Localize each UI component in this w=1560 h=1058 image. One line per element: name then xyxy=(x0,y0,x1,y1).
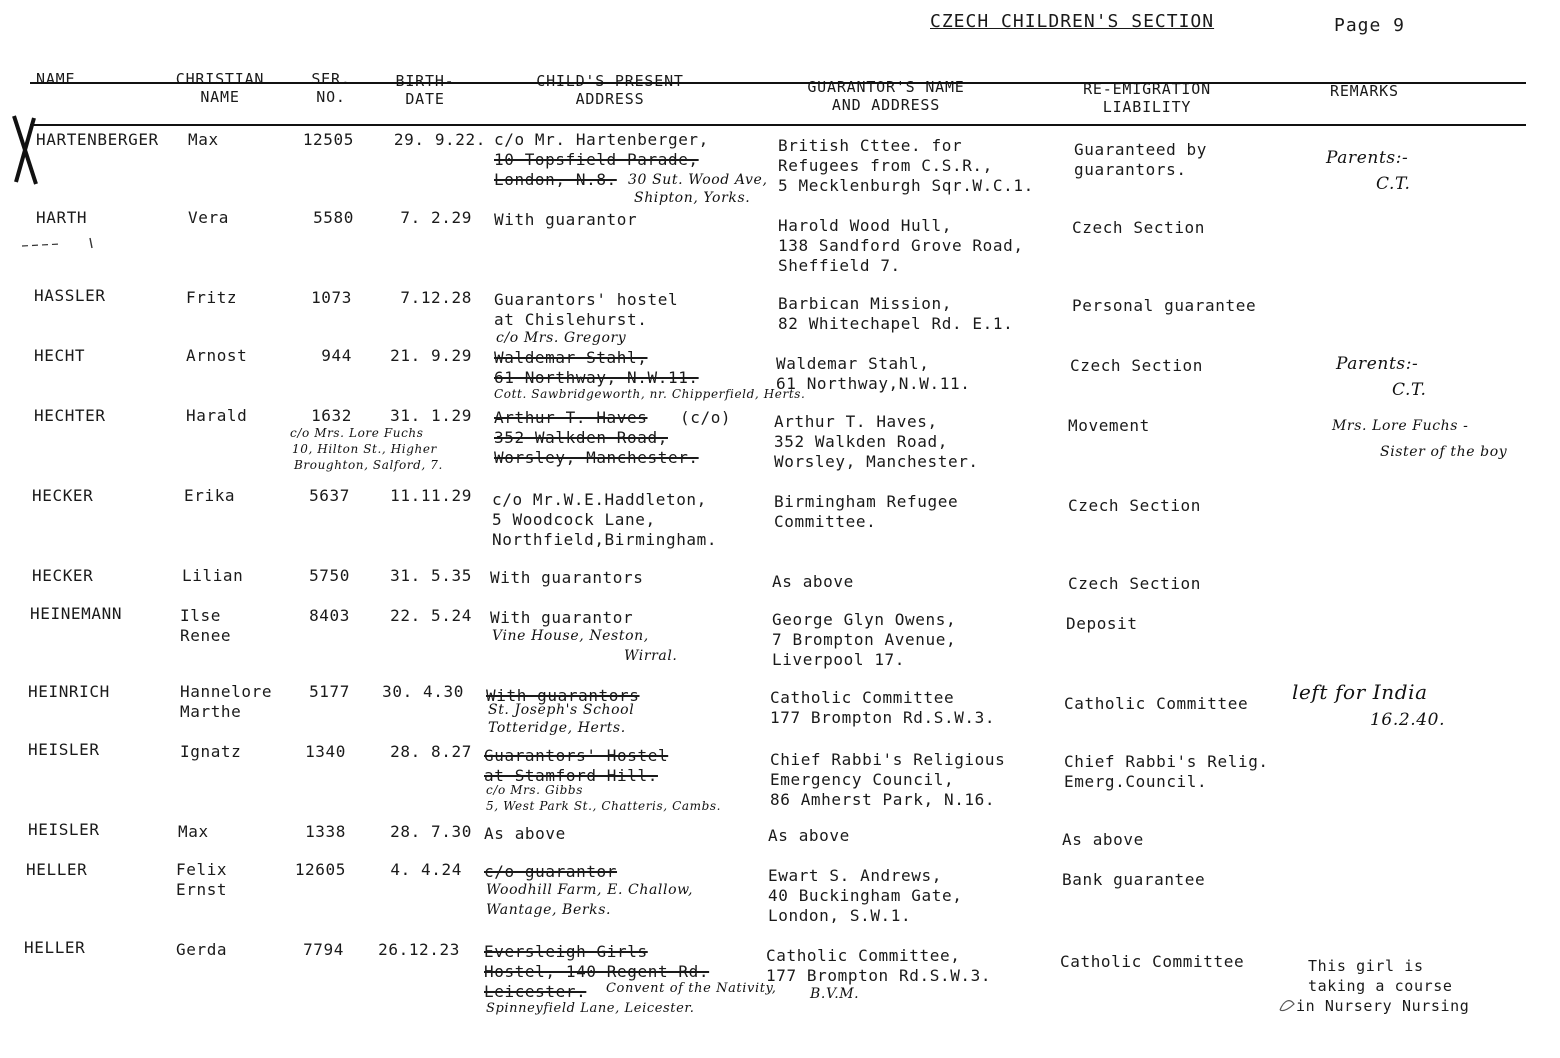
row-birth: 7.12.28 xyxy=(400,288,472,307)
row-address-struck: Hostel, 140 Regent Rd. xyxy=(484,962,710,981)
row-remarks: This girl is xyxy=(1308,957,1424,975)
pencil-tick-mark xyxy=(20,236,100,252)
row-ser: 5637 xyxy=(309,486,350,505)
row-guarantor: 61 Northway,N.W.11. xyxy=(776,374,971,393)
row-guarantor: Harold Wood Hull, xyxy=(778,216,952,235)
row-address-struck: Guarantors' Hostel xyxy=(484,746,669,765)
row-christian: Ignatz xyxy=(180,742,242,761)
row-guarantor: British Cttee. for xyxy=(778,136,963,155)
row-guarantor: As above xyxy=(772,572,854,591)
header-address-line2: ADDRESS xyxy=(575,90,645,108)
row-guarantor: Catholic Committee xyxy=(770,688,955,707)
row-ser: 12505 xyxy=(302,130,354,149)
row-address: (c/o) xyxy=(680,408,732,427)
row-address: at Chislehurst. xyxy=(494,310,648,329)
row-liability: Czech Section xyxy=(1072,218,1206,237)
row-liability: Chief Rabbi's Relig. xyxy=(1064,752,1269,771)
row-christian: Harald xyxy=(186,406,248,425)
row-name: HEISLER xyxy=(28,820,100,839)
header-guarantor-line2: AND ADDRESS xyxy=(831,96,941,114)
row-address-struck: 61 Northway, N.W.11. xyxy=(494,368,699,387)
header-christian-line1: CHRISTIAN xyxy=(175,70,265,88)
row-liability: guarantors. xyxy=(1074,160,1187,179)
row-ser: 1340 xyxy=(305,742,346,761)
row-liability: Movement xyxy=(1068,416,1150,435)
row-remarks-handwritten: left for India xyxy=(1292,680,1428,704)
row-ser-handwritten: 10, Hilton St., Higher xyxy=(292,442,437,456)
row-remarks-handwritten: Parents:- xyxy=(1336,354,1419,374)
row-address: With guarantor xyxy=(490,608,634,627)
row-guarantor: As above xyxy=(768,826,850,845)
row-ser-handwritten: Broughton, Salford, 7. xyxy=(294,458,443,472)
row-christian: Max xyxy=(188,130,219,149)
row-ser: 5750 xyxy=(309,566,350,585)
header-birth-line1: BIRTH- xyxy=(395,72,455,90)
row-remarks: taking a course xyxy=(1308,977,1453,995)
row-guarantor: Catholic Committee, xyxy=(766,946,961,965)
row-address: c/o Mr. Hartenberger, xyxy=(494,130,709,149)
row-name: HEINRICH xyxy=(28,682,110,701)
row-address: With guarantor xyxy=(494,210,638,229)
header-birth-date xyxy=(380,72,470,108)
row-address: With guarantors xyxy=(490,568,644,587)
row-ser: 7794 xyxy=(303,940,344,959)
row-remarks-handwritten: Sister of the boy xyxy=(1380,444,1508,460)
row-liability: As above xyxy=(1062,830,1144,849)
row-address-struck: Arthur T. Haves xyxy=(494,408,648,427)
row-christian: Felix Ernst xyxy=(176,860,228,899)
row-liability: Czech Section xyxy=(1070,356,1204,375)
row-birth: 22. 5.24 xyxy=(390,606,472,625)
row-address-handwritten: c/o Mrs. Gregory xyxy=(496,330,627,346)
header-ser-no xyxy=(296,70,366,106)
row-guarantor: Sheffield 7. xyxy=(778,256,901,275)
row-liability: Czech Section xyxy=(1068,574,1202,593)
row-guarantor: 7 Brompton Avenue, xyxy=(772,630,957,649)
row-ser: 944 xyxy=(321,346,352,365)
row-guarantor: Emergency Council, xyxy=(770,770,955,789)
row-guarantor: 40 Buckingham Gate, xyxy=(768,886,963,905)
row-guarantor: Liverpool 17. xyxy=(772,650,906,669)
row-guarantor: Waldemar Stahl, xyxy=(776,354,930,373)
document-title: CZECH CHILDREN'S SECTION xyxy=(930,11,1215,32)
row-address-struck: Waldemar Stahl, xyxy=(494,348,648,367)
row-guarantor: 177 Brompton Rd.S.W.3. xyxy=(766,966,992,985)
row-ser: 5580 xyxy=(313,208,354,227)
row-liability: Guaranteed by xyxy=(1074,140,1208,159)
row-address-struck: 352 Walkden Road, xyxy=(494,428,668,447)
row-address-handwritten: Shipton, Yorks. xyxy=(634,190,751,206)
row-liability: Deposit xyxy=(1066,614,1138,633)
row-birth: 11.11.29 xyxy=(390,486,472,505)
row-address-handwritten: Spinneyfield Lane, Leicester. xyxy=(486,1001,695,1016)
header-top-rule xyxy=(30,82,1526,84)
header-liability-line1: RE-EMIGRATION xyxy=(1083,80,1211,98)
row-birth: 28. 8.27 xyxy=(390,742,472,761)
row-address-handwritten: Convent of the Nativity, xyxy=(606,981,777,996)
row-ser-handwritten: c/o Mrs. Lore Fuchs xyxy=(290,426,424,440)
row-remarks-handwritten: C.T. xyxy=(1376,174,1411,194)
row-name: HECHTER xyxy=(34,406,106,425)
row-name: HECHT xyxy=(34,346,86,365)
row-address-struck: c/o guarantor xyxy=(484,862,618,881)
row-christian: Gerda xyxy=(176,940,228,959)
row-address-handwritten: St. Joseph's School xyxy=(488,702,635,718)
header-liability-line2: LIABILITY xyxy=(1102,98,1192,116)
header-guarantor-line1: GUARANTOR'S NAME xyxy=(807,78,965,96)
row-address-struck: at Stamford Hill. xyxy=(484,766,658,785)
page-number: Page 9 xyxy=(1334,15,1406,36)
row-guarantor: 138 Sandford Grove Road, xyxy=(778,236,1024,255)
row-guarantor: 86 Amherst Park, N.16. xyxy=(770,790,996,809)
row-guarantor: 352 Walkden Road, xyxy=(774,432,948,451)
row-guarantor: Refugees from C.S.R., xyxy=(778,156,993,175)
header-ser-line2: NO. xyxy=(316,88,346,106)
row-guarantor: Ewart S. Andrews, xyxy=(768,866,942,885)
row-name: HECKER xyxy=(32,566,94,585)
row-name: HEINEMANN xyxy=(30,604,123,623)
row-guarantor: Committee. xyxy=(774,512,877,531)
pencil-mark-icon xyxy=(1276,994,1298,1016)
row-address-handwritten: Cott. Sawbridgeworth, nr. Chipperfield, Herts. xyxy=(494,387,806,401)
row-name: HELLER xyxy=(24,938,86,957)
header-liability xyxy=(1062,80,1232,116)
row-address: Northfield,Birmingham. xyxy=(492,530,718,549)
header-address-line1: CHILD'S PRESENT xyxy=(536,72,684,90)
row-address: Guarantors' hostel xyxy=(494,290,679,309)
row-address-handwritten: Wirral. xyxy=(624,648,678,664)
row-address-handwritten: Woodhill Farm, E. Challow, xyxy=(486,882,694,898)
row-ser: 5177 xyxy=(309,682,350,701)
header-christian-line2: NAME xyxy=(200,88,240,106)
row-address: As above xyxy=(484,824,566,843)
row-christian: Lilian xyxy=(182,566,244,585)
header-remarks: REMARKS xyxy=(1330,82,1399,100)
cross-mark-icon xyxy=(8,112,42,188)
row-birth: 28. 7.30 xyxy=(390,822,472,841)
row-liability: Catholic Committee xyxy=(1064,694,1249,713)
row-name: HARTENBERGER xyxy=(36,130,159,149)
row-birth: 31. 5.35 xyxy=(390,566,472,585)
row-christian: Arnost xyxy=(186,346,248,365)
row-birth: 31. 1.29 xyxy=(390,406,472,425)
row-address-handwritten: Vine House, Neston, xyxy=(492,628,649,644)
row-remarks-handwritten: 16.2.40. xyxy=(1370,710,1446,730)
row-christian: Fritz xyxy=(186,288,238,307)
row-liability: Czech Section xyxy=(1068,496,1202,515)
row-christian: Hannelore Marthe xyxy=(180,682,273,721)
row-address-handwritten: Totteridge, Herts. xyxy=(488,720,626,736)
row-name: HEISLER xyxy=(28,740,100,759)
row-address: c/o Mr.W.E.Haddleton, xyxy=(492,490,707,509)
row-liability: Bank guarantee xyxy=(1062,870,1206,889)
row-guarantor: Arthur T. Haves, xyxy=(774,412,938,431)
header-christian-name xyxy=(160,70,280,106)
row-address-handwritten: c/o Mrs. Gibbs xyxy=(486,783,583,797)
row-guarantor: Chief Rabbi's Religious xyxy=(770,750,1006,769)
header-name: NAME xyxy=(36,70,76,88)
row-christian: Vera xyxy=(188,208,229,227)
row-liability: Personal guarantee xyxy=(1072,296,1257,315)
row-address: 5 Woodcock Lane, xyxy=(492,510,656,529)
row-address-struck: Leicester. xyxy=(484,982,587,1001)
header-birth-line2: DATE xyxy=(405,90,445,108)
row-birth: 4. 4.24 xyxy=(390,860,462,879)
row-christian: Ilse Renee xyxy=(180,606,232,645)
row-liability: Emerg.Council. xyxy=(1064,772,1208,791)
row-christian: Erika xyxy=(184,486,236,505)
row-remarks-handwritten: Parents:- xyxy=(1326,148,1409,168)
header-bottom-rule xyxy=(30,124,1526,126)
row-guarantor: 177 Brompton Rd.S.W.3. xyxy=(770,708,996,727)
row-address-struck: Worsley, Manchester. xyxy=(494,448,699,467)
row-birth: 29. 9.22. xyxy=(393,130,486,149)
row-address-struck: With guarantors xyxy=(486,686,640,705)
row-guarantor: Barbican Mission, xyxy=(778,294,952,313)
row-address-handwritten: 5, West Park St., Chatteris, Cambs. xyxy=(486,799,722,813)
row-liability: Catholic Committee xyxy=(1060,952,1245,971)
row-address-handwritten: 30 Sut. Wood Ave, xyxy=(628,172,768,188)
row-guarantor: George Glyn Owens, xyxy=(772,610,957,629)
row-name: HECKER xyxy=(32,486,94,505)
row-guarantor: Birmingham Refugee xyxy=(774,492,959,511)
row-guarantor: 5 Mecklenburgh Sqr.W.C.1. xyxy=(778,176,1034,195)
row-birth: 30. 4.30 xyxy=(382,682,464,701)
row-ser: 12605 xyxy=(294,860,346,879)
row-birth: 21. 9.29 xyxy=(390,346,472,365)
header-ser-line1: SER. xyxy=(311,70,351,88)
row-address-struck: London, N.8. xyxy=(494,170,617,189)
row-ser: 8403 xyxy=(309,606,350,625)
row-birth: 26.12.23 xyxy=(378,940,460,959)
header-address xyxy=(510,72,710,108)
row-address-struck: Eversleigh Girls xyxy=(484,942,648,961)
row-guarantor: 82 Whitechapel Rd. E.1. xyxy=(778,314,1014,333)
row-address-struck: 10 Topsfield Parade, xyxy=(494,150,699,169)
row-ser: 1632 xyxy=(311,406,352,425)
row-name: HASSLER xyxy=(34,286,106,305)
row-name: HARTH xyxy=(36,208,88,227)
row-remarks: in Nursery Nursing xyxy=(1296,997,1470,1015)
row-remarks-handwritten: C.T. xyxy=(1392,380,1427,400)
row-guarantor: London, S.W.1. xyxy=(768,906,912,925)
row-guarantor: Worsley, Manchester. xyxy=(774,452,979,471)
row-ser: 1073 xyxy=(311,288,352,307)
row-ser: 1338 xyxy=(305,822,346,841)
row-name: HELLER xyxy=(26,860,88,879)
row-address-handwritten: Wantage, Berks. xyxy=(486,902,612,918)
row-guarantor-handwritten: B.V.M. xyxy=(810,986,860,1002)
row-birth: 7. 2.29 xyxy=(400,208,472,227)
row-christian: Max xyxy=(178,822,209,841)
row-remarks-handwritten: Mrs. Lore Fuchs - xyxy=(1332,418,1469,434)
